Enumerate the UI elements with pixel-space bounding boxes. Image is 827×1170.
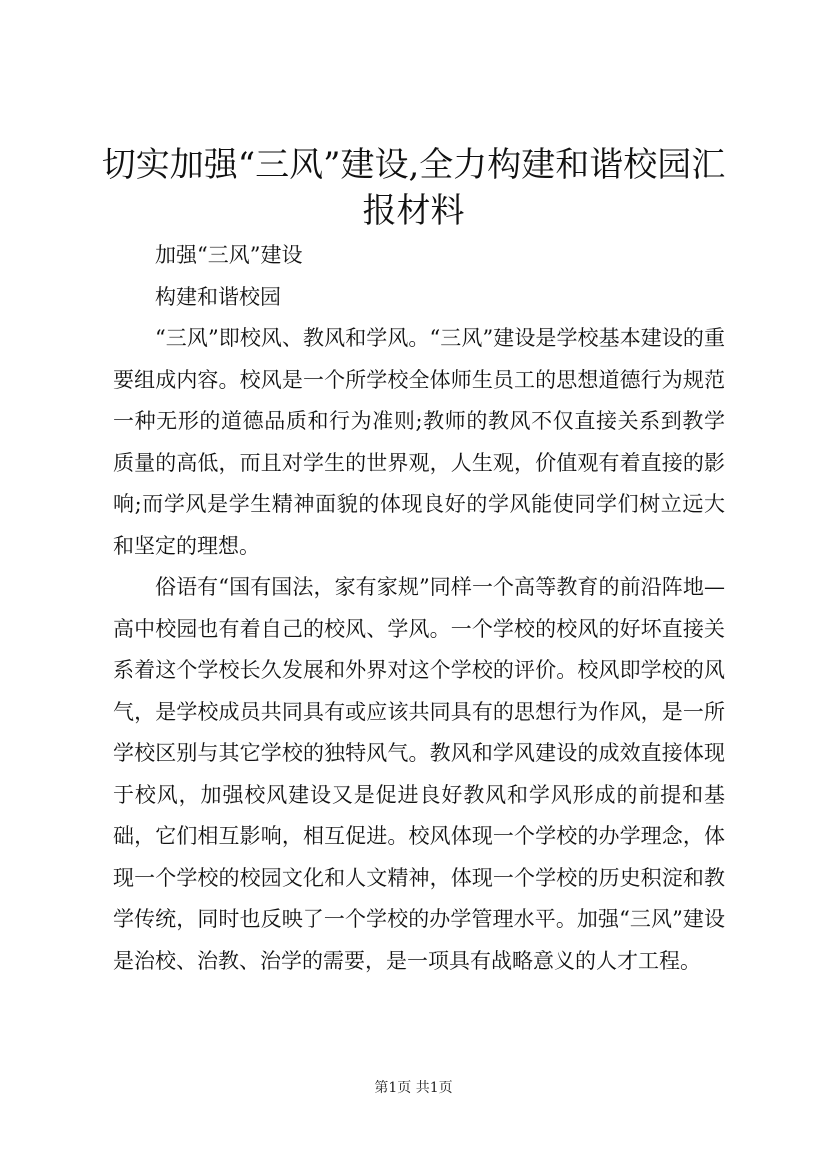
document-title: 切实加强“三风”建设,全力构建和谐校园汇报材料 [101,145,726,231]
body-paragraph: 俗语有“国有国法，家有家规”同样一个高等教育的前沿阵地—高中校园也有着自己的校风、学风。一个学校的校风的好坏直接关系着这个学校长久发展和外界对这个学校的评价。校风即学校的风气，是学校成员共同具有或应该共同具有的思想行为作风，是一所学校区别与其它学校的独特风气。教风和学风建设的成效直接体现于校风，加强校风建设又是促进良好教风和学风形成的前提和基础，它们相互影响，相互促进。校风体现一个学校的办学理念，体现一个学校的校园文化和人文精神，体现一个学校的历史积淀和教学传统，同时也反映了一个学校的办学管理水平。加强“三风”建设是治校、治教、治学的需要，是一项具有战略意义的人才工程。 [113,575,725,973]
page-footer: 第1页 共1页 [374,1080,453,1096]
subtitle-line-1: 加强“三风”建设 [155,243,303,267]
subtitle-line-2: 构建和谐校园 [155,284,281,309]
body-paragraph: “三风”即校风、教风和学风。“三风”建设是学校基本建设的重要组成内容。校风是一个所学校全体师生员工的思想道德行为规范一种无形的道德品质和行为准则;教师的教风不仅直接关系到教学质量的高低，而且对学生的世界观，人生观，价值观有着直接的影响;而学风是学生精神面貌的体现良好的学风能使同学们树立远大和坚定的理想。 [113,326,725,558]
document-body [113,235,725,982]
